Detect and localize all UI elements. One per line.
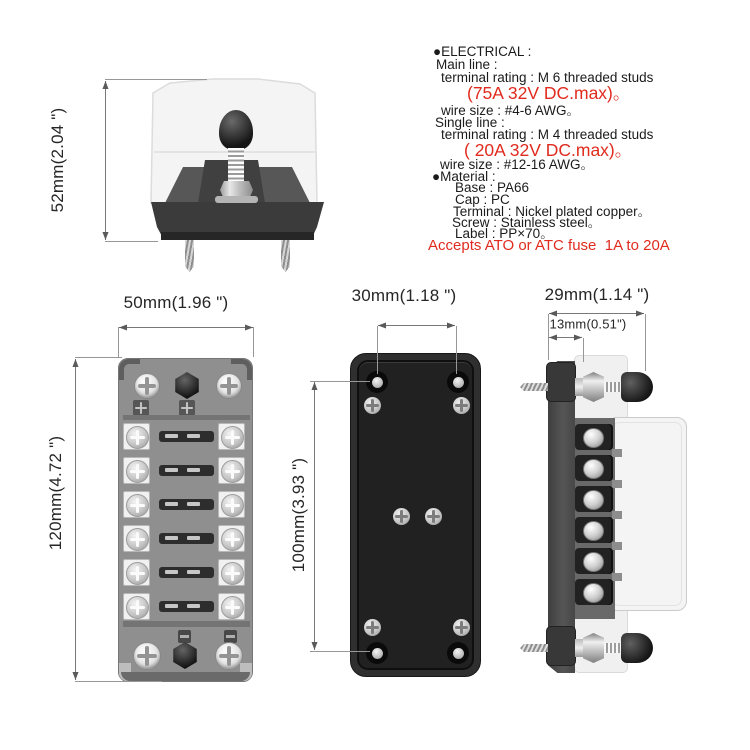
main-stud-cap-icon (173, 372, 201, 399)
spec-single-terminal-rating: terminal rating : M 4 threaded studs (441, 127, 654, 142)
spec-main-wire-size: wire size : #4-6 AWG。 (441, 103, 581, 118)
case-screw-icon (393, 508, 410, 525)
stud-sleeve (575, 378, 584, 396)
spec-material-cap: Cap : PC (455, 192, 510, 207)
spec-material-base: Base : PA66 (455, 180, 530, 195)
phillips-screw-icon (133, 642, 161, 670)
spec-main-line-heading: Main line : (436, 57, 498, 72)
spec-material-heading: ●Material : (432, 169, 496, 184)
dimension-label-base-depth: 13mm(0.51") (549, 316, 627, 332)
spec-main-terminal-rating: terminal rating : M 6 threaded studs (441, 70, 654, 85)
hex-nut-icon (583, 633, 604, 663)
base-bottom-edge (161, 232, 314, 240)
case-screw-icon (364, 619, 381, 636)
spec-single-line-heading: Single line : (435, 115, 505, 130)
mounting-screw-icon (520, 383, 548, 391)
case-screw-icon (364, 397, 381, 414)
terminal-screw-icon (126, 528, 149, 551)
terminal-slot-icon (178, 630, 191, 643)
dimension-label-front-width: 50mm(1.96 ") (123, 293, 229, 312)
spec-fuse-compatibility: Accepts ATO or ATC fuse 1A to 20A (428, 237, 670, 254)
threaded-stud-icon (228, 148, 244, 184)
threaded-stud-icon (604, 643, 622, 653)
terminal-slot-icon (224, 630, 237, 643)
view-side-elevation (145, 75, 335, 285)
spec-material-screw: Screw : Stainless steel。 (452, 215, 602, 230)
mounting-hole-icon (366, 642, 388, 664)
view-side-profile (520, 350, 735, 680)
hex-nut-icon (583, 372, 604, 402)
view-front-fuse-panel (118, 358, 253, 682)
dimension-label-front-height: 120mm(4.72 ") (46, 435, 65, 551)
washer-icon (215, 196, 258, 203)
case-screw-icon (453, 397, 470, 414)
spec-material-label: Label : PP×70。 (455, 226, 554, 241)
stud-sleeve (575, 639, 584, 657)
terminal-screw-icon (126, 460, 149, 483)
terminal-screw-icon (583, 583, 604, 603)
mounting-hole-icon (447, 371, 469, 393)
mounting-screw-icon (185, 240, 194, 272)
main-stud-cap-icon (171, 642, 199, 669)
terminal-screw-icon (221, 494, 244, 517)
mounting-hole-icon (447, 642, 469, 664)
mounting-screw-icon (281, 240, 290, 272)
terminal-screw-icon (221, 596, 244, 619)
dimension-label-hole-spacing-x: 30mm(1.18 ") (351, 286, 457, 305)
phillips-screw-icon (216, 373, 242, 399)
terminal-slot-icon (133, 400, 149, 416)
bottom-edge (121, 672, 250, 681)
phillips-screw-icon (134, 373, 160, 399)
spec-material-terminal: Terminal : Nickel plated copper。 (453, 204, 652, 219)
terminal-screw-icon (583, 490, 604, 510)
case-screw-icon (453, 619, 470, 636)
terminal-screw-icon (583, 552, 604, 572)
panel-divider (123, 621, 250, 627)
terminal-screw-icon (221, 562, 244, 585)
terminal-screw-icon (221, 460, 244, 483)
dimension-label-depth: 29mm(1.14 ") (544, 285, 650, 304)
view-back-mounting (350, 353, 481, 677)
case-screw-icon (425, 508, 442, 525)
spec-electrical-heading: ●ELECTRICAL : (433, 44, 532, 59)
mounting-hole-icon (366, 371, 388, 393)
dimension-label-hole-spacing-y: 100mm(3.93 ") (289, 457, 308, 573)
stud-boss (546, 362, 576, 402)
terminal-screw-icon (583, 459, 604, 479)
stud-cap-icon (219, 110, 253, 150)
terminal-slot-icon (179, 400, 195, 416)
terminal-screw-icon (126, 426, 149, 449)
spec-single-rating-max: ( 20A 32V DC.max)。 (464, 140, 633, 160)
terminal-screw-icon (221, 528, 244, 551)
stud-cap-icon (621, 372, 653, 402)
spec-single-wire-size: wire size : #12-16 AWG。 (440, 157, 595, 172)
stud-cap-icon (621, 633, 653, 663)
mounting-screw-icon (520, 644, 548, 652)
terminal-screw-icon (126, 562, 149, 585)
panel-divider (123, 415, 250, 420)
terminal-screw-icon (126, 494, 149, 517)
phillips-screw-icon (215, 642, 243, 670)
terminal-screw-icon (583, 428, 604, 448)
dimension-label-side-height: 52mm(2.04 ") (48, 107, 67, 213)
terminal-screw-icon (583, 521, 604, 541)
terminal-screw-icon (126, 596, 149, 619)
terminal-screw-icon (221, 426, 244, 449)
threaded-stud-icon (604, 382, 622, 392)
spec-main-rating-max: (75A 32V DC.max)。 (467, 83, 631, 103)
stud-boss (546, 626, 576, 666)
